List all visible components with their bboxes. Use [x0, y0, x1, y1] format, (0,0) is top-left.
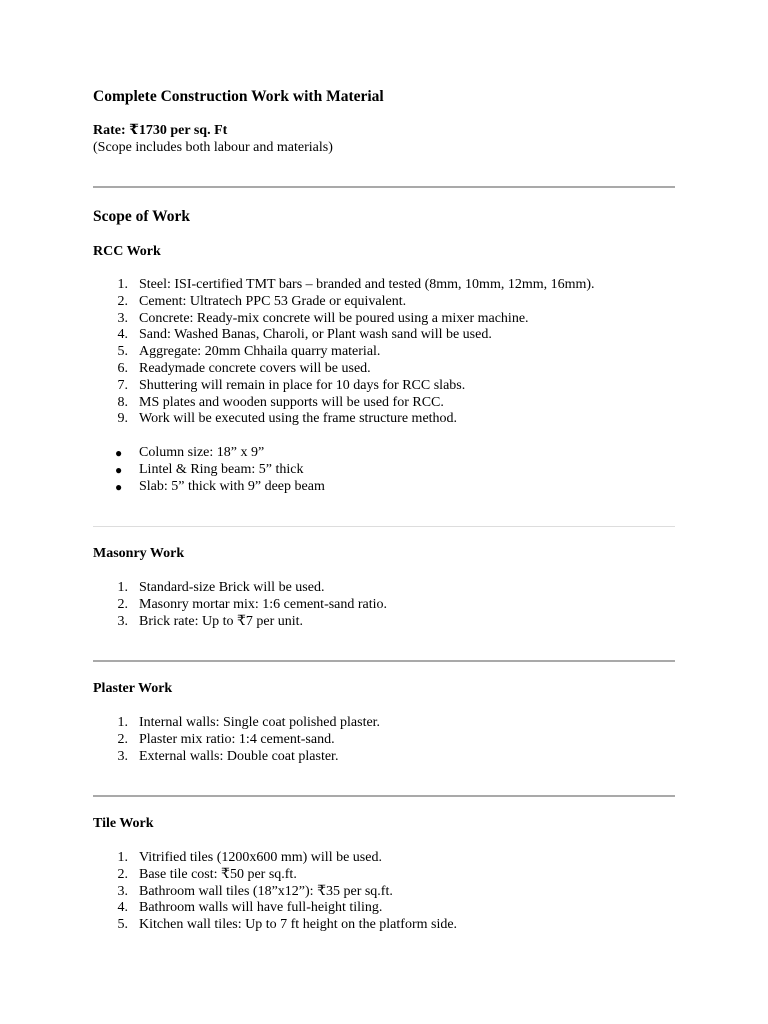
list-item-text: External walls: Double coat plaster. [139, 748, 339, 764]
list-item-text: Steel: ISI-certified TMT bars – branded and tested (8mm, 10mm, 12mm, 16mm). [139, 277, 595, 292]
list-number: 2. [117, 293, 128, 309]
list-item-text: Masonry mortar mix: 1:6 cement-sand ratio. [139, 596, 388, 612]
list-number: 5. [117, 344, 128, 360]
rate-label: Rate: ₹1730 per sq. Ft [93, 123, 228, 138]
divider [93, 186, 675, 188]
list-item-text: Plaster mix ratio: 1:4 cement-sand. [139, 731, 335, 747]
list-item-text: Internal walls: Single coat polished plaster. [139, 715, 381, 730]
bullet-item-text: Lintel & Ring beam: 5” thick [139, 461, 304, 477]
rcc-heading: RCC Work [93, 244, 161, 259]
list-number: 2. [117, 731, 128, 747]
list-item-text: Work will be executed using the frame structure method. [139, 411, 458, 427]
list-item-text: Base tile cost: ₹50 per sq.ft. [139, 866, 297, 882]
list-number: 1. [117, 715, 128, 730]
bullet-item-text: Column size: 18” x 9” [139, 445, 265, 460]
list-number: 5. [117, 917, 128, 933]
list-number: 4. [117, 900, 128, 916]
list-number: 3. [117, 613, 128, 629]
list-number: 1. [117, 277, 128, 292]
bullet-icon: ● [115, 462, 123, 477]
list-item-text: Concrete: Ready-mix concrete will be poured using a mixer machine. [139, 310, 529, 326]
list-item-text: Bathroom wall tiles (18”x12”): ₹35 per sq.ft. [139, 883, 393, 899]
document-title: Complete Construction Work with Material [93, 88, 384, 105]
list-item-text: Shuttering will remain in place for 10 days for RCC slabs. [139, 377, 466, 393]
divider [93, 526, 675, 527]
list-item-text: Brick rate: Up to ₹7 per unit. [139, 613, 304, 629]
list-number: 4. [117, 327, 128, 343]
list-number: 2. [117, 596, 128, 612]
plaster-heading: Plaster Work [93, 681, 173, 696]
list-number: 8. [117, 394, 128, 410]
scope-heading: Scope of Work [93, 208, 191, 225]
list-item-text: Standard-size Brick will be used. [139, 580, 325, 595]
divider [93, 660, 675, 662]
list-number: 3. [117, 883, 128, 899]
list-item-text: Vitrified tiles (1200x600 mm) will be used. [139, 850, 382, 865]
list-item-text: Cement: Ultratech PPC 53 Grade or equivalent. [139, 293, 407, 309]
list-item-text: MS plates and wooden supports will be used for RCC. [139, 394, 444, 410]
list-number: 1. [117, 850, 128, 865]
rate-note: (Scope includes both labour and materials) [93, 140, 333, 155]
list-item-text: Aggregate: 20mm Chhaila quarry material. [139, 344, 381, 360]
bullet-icon: ● [115, 479, 123, 494]
divider [93, 795, 675, 797]
bullet-item-text: Slab: 5” thick with 9” deep beam [139, 478, 325, 494]
list-number: 1. [117, 580, 128, 595]
bullet-icon: ● [115, 446, 123, 460]
list-item-text: Sand: Washed Banas, Charoli, or Plant wash sand will be used. [139, 327, 492, 343]
list-number: 2. [117, 866, 128, 882]
list-number: 3. [117, 310, 128, 326]
list-item-text: Readymade concrete covers will be used. [139, 360, 371, 376]
masonry-heading: Masonry Work [93, 546, 185, 561]
list-number: 9. [117, 411, 128, 427]
tile-heading: Tile Work [93, 816, 154, 831]
list-item-text: Kitchen wall tiles: Up to 7 ft height on the platform side. [139, 917, 458, 933]
list-number: 6. [117, 360, 128, 376]
list-number: 7. [117, 377, 128, 393]
list-item-text: Bathroom walls will have full-height tiling. [139, 900, 383, 916]
list-number: 3. [117, 748, 128, 764]
